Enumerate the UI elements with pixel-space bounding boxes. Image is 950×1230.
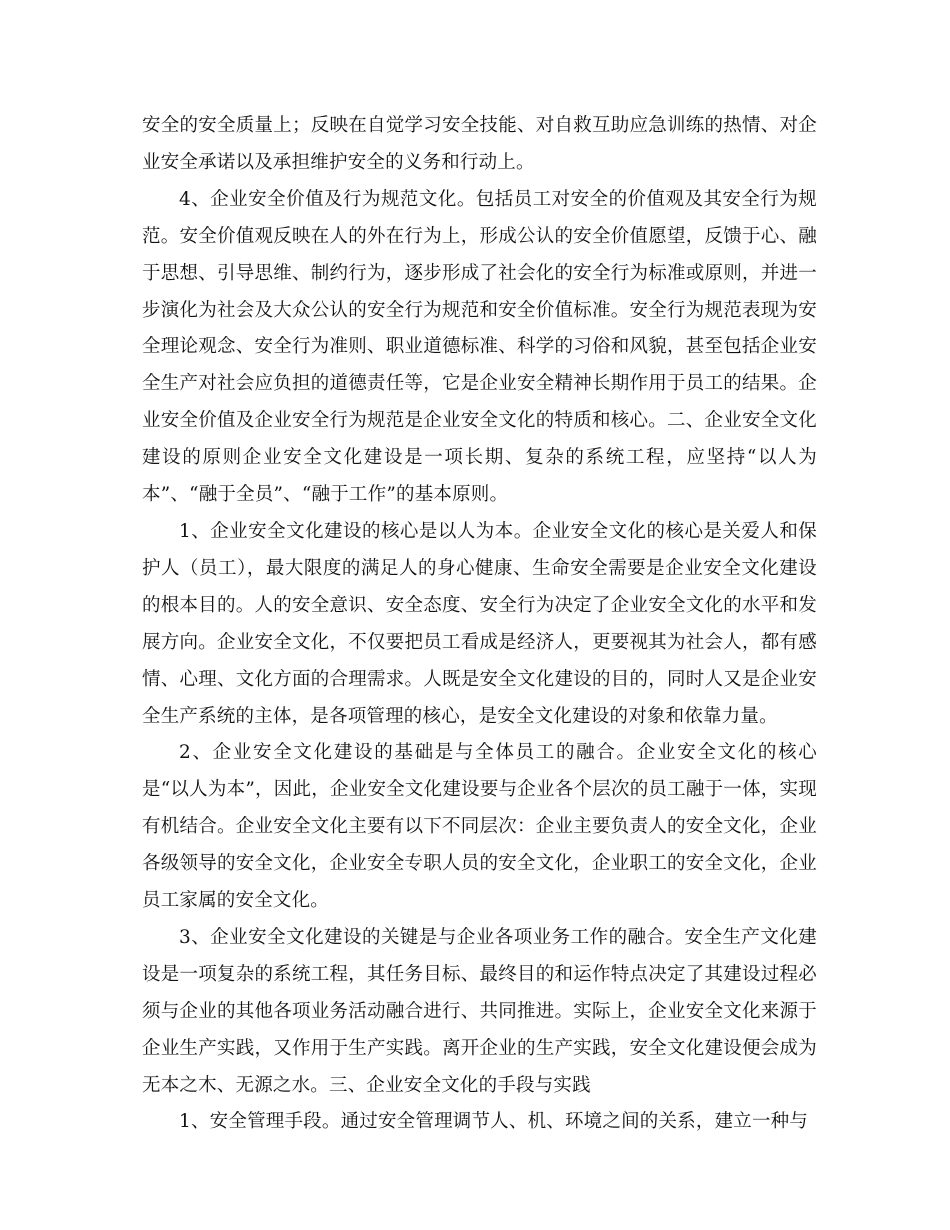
paragraph-1: 安全的安全质量上；反映在自觉学习安全技能、对自救互助应急训练的热情、对企业安全承诺以及承担维护安全的义务和行动上。 [142,115,817,173]
paragraph-2: 4、企业安全价值及行为规范文化。包括员工对安全的价值观及其安全行为规范。安全价值观反映在人的外在行为上，形成公认的安全价值愿望，反馈于心、融于思想、引导思维、制约行为，逐步形成了社会化的安全行为标准或原则，并进一步演化为社会及大众公认的安全行为规范和安全价值标准。安全行为规范表现为安全理论观念、安全行为准则、职业道德标准、科学的习俗和风貌，甚至包括企业安全生产对社会应负担的道德责任等，它是企业安全精神长期作用于员工的结果。企业安全价值及企业安全行为规范是企业安全文化的特质和核心。二、企业安全文化建设的原则企业安全文化建设是一项长期、复杂的系统工程，应坚持“以人为本”、“融于全员”、“融于工作”的基本原则。 [142,188,817,506]
paragraph-6: 1、安全管理手段。通过安全管理调节人、机、环境之间的关系，建立一种与 [179,1111,809,1133]
paragraph-3: 1、企业安全文化建设的核心是以人为本。企业安全文化的核心是关爱人和保护人（员工），最大限度的满足人的身心健康、生命安全需要是企业安全文化建设的根本目的。人的安全意识、安全态度、安全行为决定了企业安全文化的水平和发展方向。企业安全文化，不仅要把员工看成是经济人，更要视其为社会人，都有感情、心理、文化方面的合理需求。人既是安全文化建设的目的，同时人又是企业安全生产系统的主体，是各项管理的核心，是安全文化建设的对象和依靠力量。 [142,520,817,727]
paragraph-4: 2、企业安全文化建设的基础是与全体员工的融合。企业安全文化的核心是“以人为本”，因此，企业安全文化建设要与企业各个层次的员工融于一体，实现有机结合。企业安全文化主要有以下不同层次：企业主要负责人的安全文化，企业各级领导的安全文化，企业安全专职人员的安全文化，企业职工的安全文化，企业员工家属的安全文化。 [142,742,817,912]
document-page [142,108,817,1141]
paragraph-5: 3、企业安全文化建设的关键是与企业各项业务工作的融合。安全生产文化建设是一项复杂的系统工程，其任务目标、最终目的和运作特点决定了其建设过程必须与企业的其他各项业务活动融合进行、共同推进。实际上，企业安全文化来源于企业生产实践，又作用于生产实践。离开企业的生产实践，安全文化建设便会成为无本之木、无源之水。三、企业安全文化的手段与实践 [142,926,817,1096]
